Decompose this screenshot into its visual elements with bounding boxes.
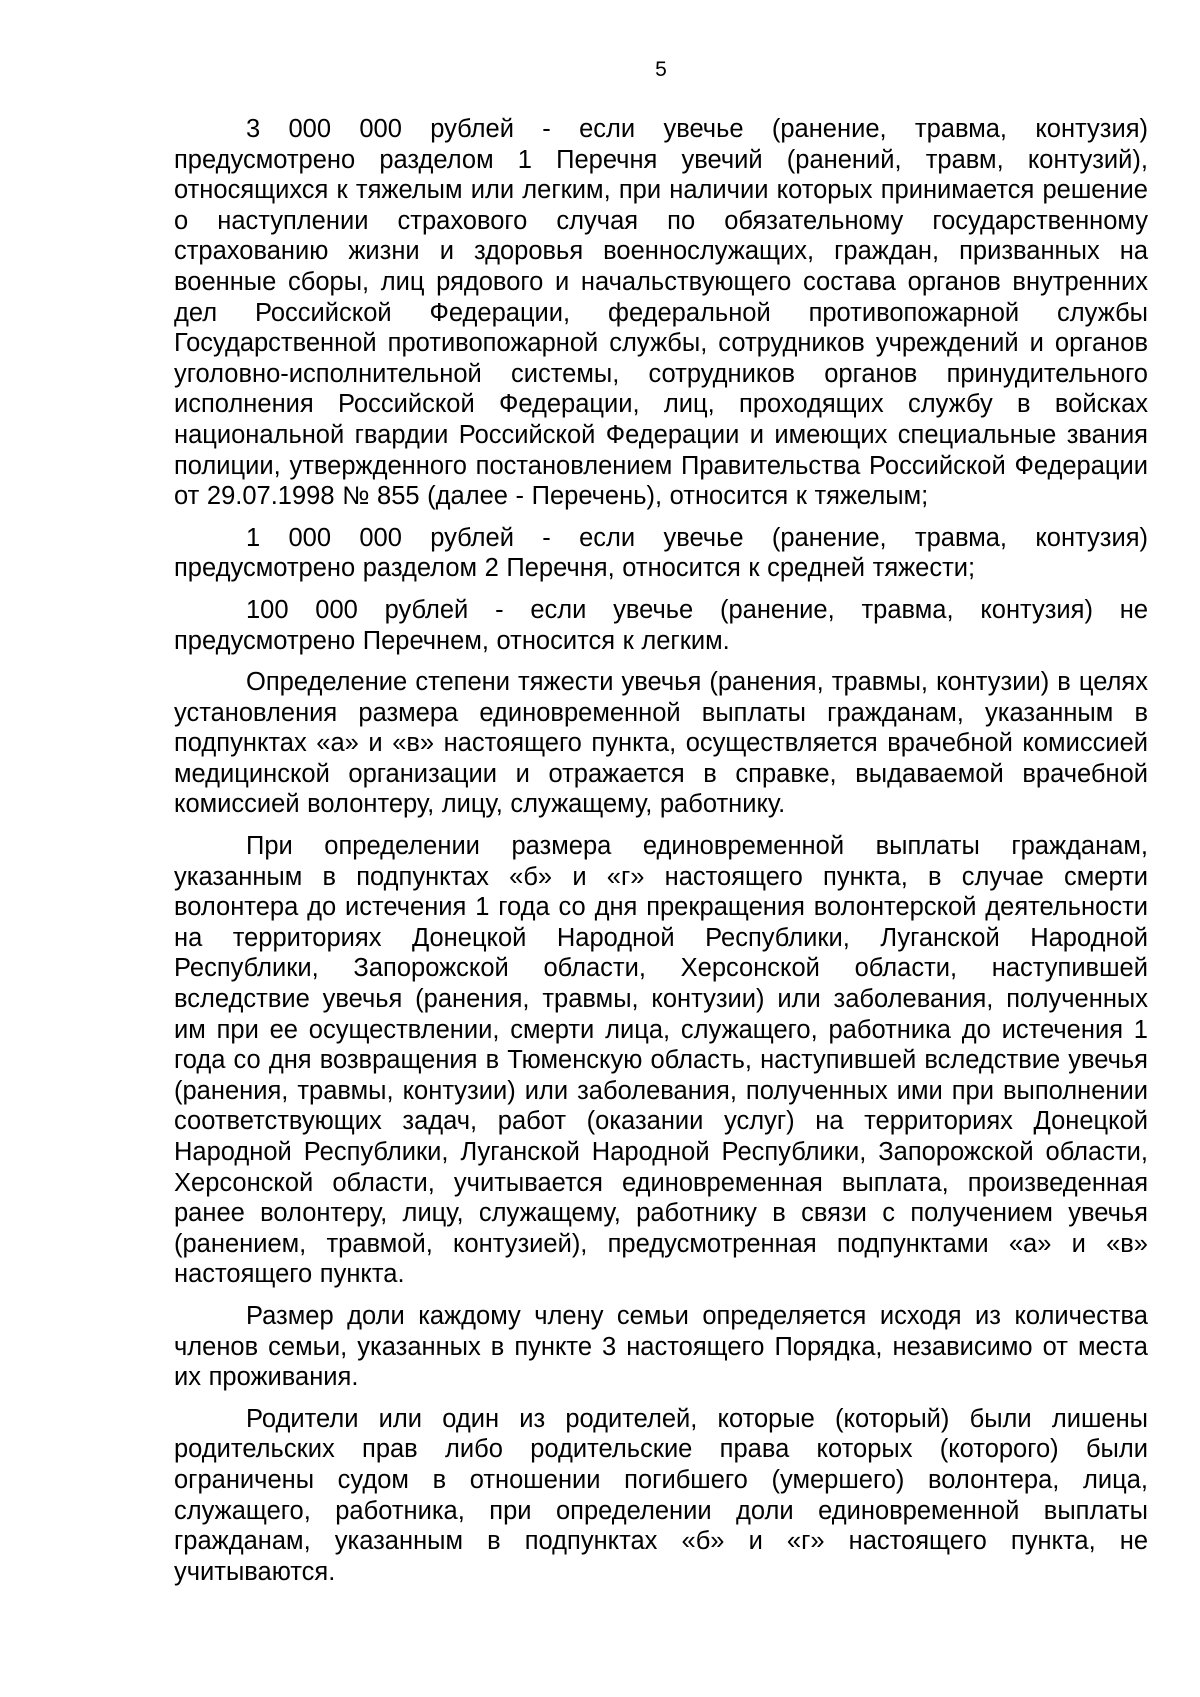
page-number: 5 xyxy=(655,58,667,81)
paragraph-amount-1000000: 1 000 000 рублей - если увечье (ранение, травма, контузия) предусмотрено разделом 2 Перечня, относится к средней тяжести; xyxy=(174,523,1148,583)
paragraph-payment-calculation: При определении размера единовременной выплаты гражданам, указанным в подпунктах «б» и «г» настоящего пункта, в случае смерти волонтера до истечения 1 года со дня прекращения волонтерской деятельности на территориях Донецкой Народной Республики, Луганской Народной Республики, Запорожской области, Херсонской области, наступившей вследствие увечья (ранения, травмы, контузии) или заболевания, полученных им при ее осуществлении, смерти лица, служащего, работника до истечения 1 года со дня возвращения в Тюменскую область, наступившей вследствие увечья (ранения, травмы, контузии) или заболевания, полученных ими при выполнении соответствующих задач, работ (оказании услуг) на территориях Донецкой Народной Республики, Луганской Народной Республики, Запорожской области, Херсонской области, учитывается единовременная выплата, произведенная ранее волонтеру, лицу, служащему, работнику в связи с получением увечья (ранением, травмой, контузией), предусмотренная подпунктами «а» и «в» настоящего пункта. xyxy=(174,832,1148,1289)
paragraph-severity-determination: Определение степени тяжести увечья (ранения, травмы, контузии) в целях установления размера единовременной выплаты гражданам, указанным в подпунктах «а» и «в» настоящего пункта, осуществляется врачебной комиссией медицинской организации и отражается в справке, выдаваемой врачебной комиссией волонтеру, лицу, служащему, работнику. xyxy=(174,668,1148,819)
paragraph-amount-3000000: 3 000 000 рублей - если увечье (ранение, травма, контузия) предусмотрено разделом 1 Перечня увечий (ранений, травм, контузий), относящихся к тяжелым или легким, при наличии которых принимается решение о наступлении страхового случая по обязательному государственному страхованию жизни и здоровья военнослужащих, граждан, призванных на военные сборы, лиц рядового и начальствующего состава органов внутренних дел Российской Федерации, федеральной противопожарной службы Государственной противопожарной службы, сотрудников учреждений и органов уголовно-исполнительной системы, сотрудников органов принудительного исполнения Российской Федерации, лиц, проходящих службу в войсках национальной гвардии Российской Федерации и имеющих специальные звания полиции, утвержденного постановлением Правительства Российской Федерации от 29.07.1998 № 855 (далее - Перечень), относится к тяжелым; xyxy=(174,115,1148,511)
paragraph-parents-excluded: Родители или один из родителей, которые (который) были лишены родительских прав либо родительские права которых (которого) были ограничены судом в отношении погибшего (умершего) волонтера, лица, служащего, работника, при определении доли единовременной выплаты гражданам, указанным в подпунктах «б» и «г» настоящего пункта, не учитываются. xyxy=(174,1404,1148,1586)
document-body xyxy=(174,114,1148,1598)
paragraph-family-share: Размер доли каждому члену семьи определяется исходя из количества членов семьи, указанных в пункте 3 настоящего Порядка, независимо от места их проживания. xyxy=(174,1301,1148,1392)
paragraph-amount-100000: 100 000 рублей - если увечье (ранение, травма, контузия) не предусмотрено Перечнем, относится к легким. xyxy=(174,595,1148,655)
